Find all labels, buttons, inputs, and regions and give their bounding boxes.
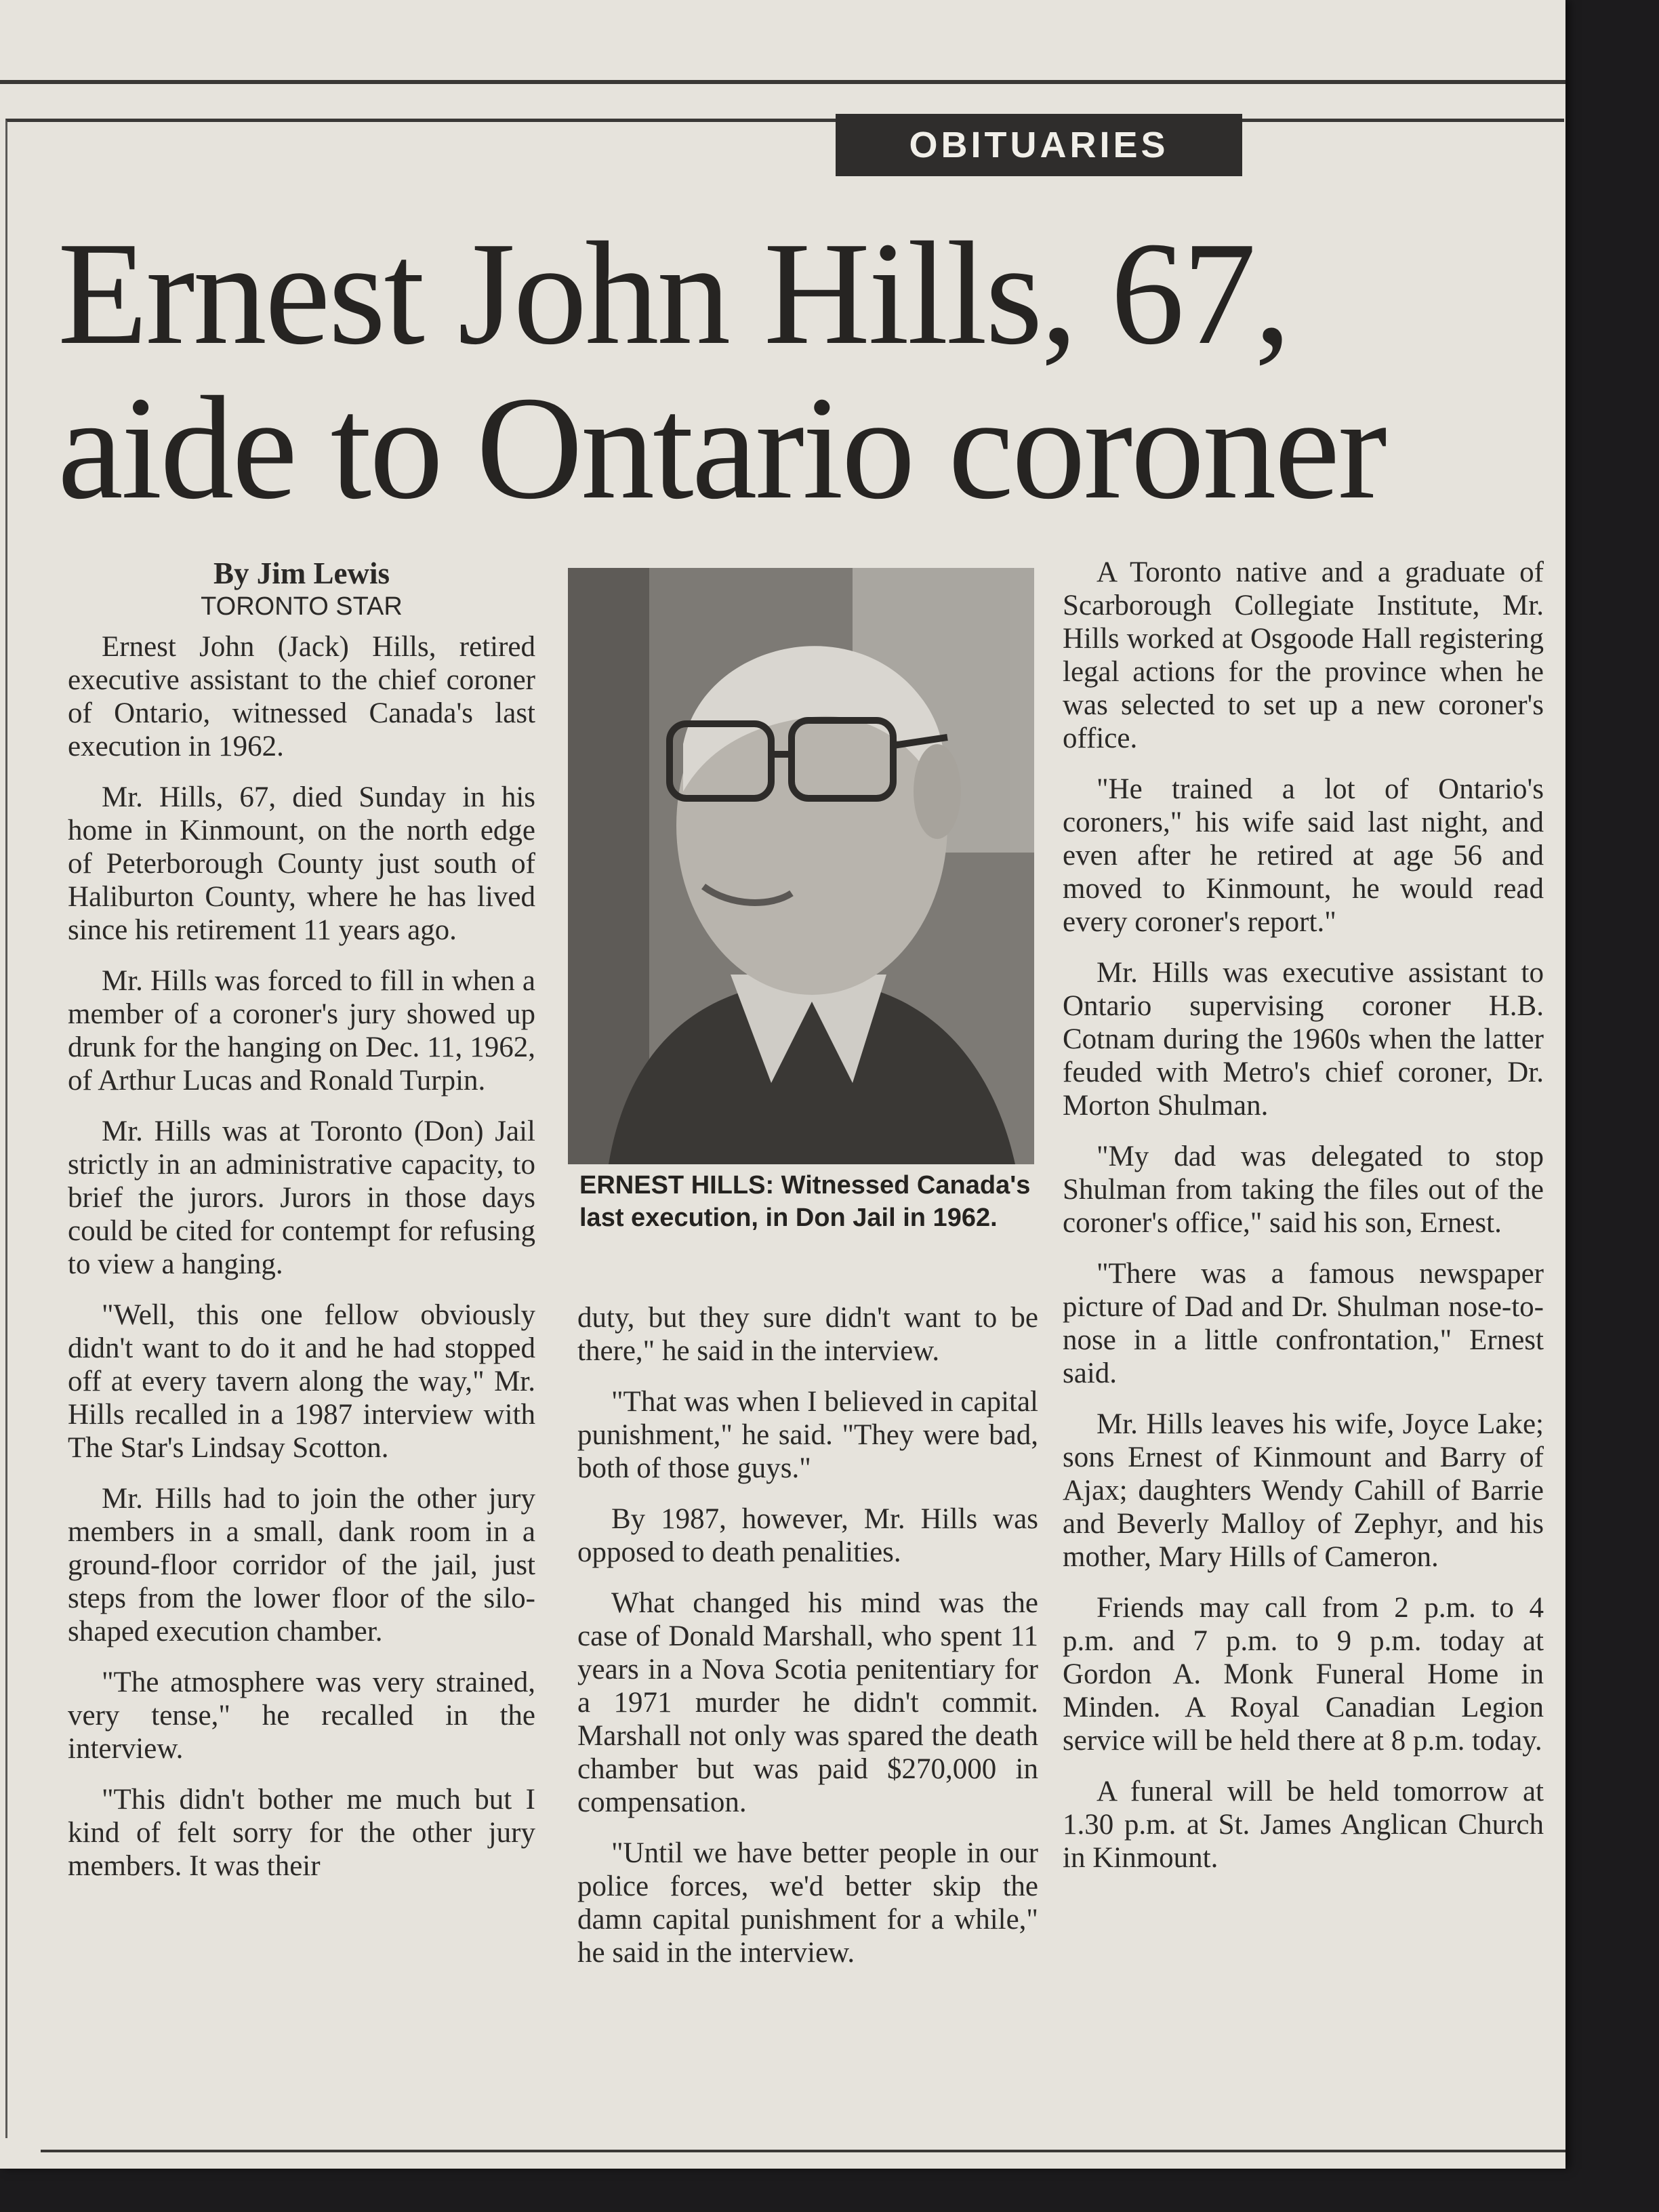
paragraph: "My dad was delegated to stop Shulman from taking the files out of the coroner's office," said his son, Ernest. — [1063, 1141, 1544, 1239]
headline-line-2: aide to Ontario coroner — [58, 367, 1385, 530]
paragraph: "He trained a lot of Ontario's coroners," his wife said last night, and even after he retired at age 56 and moved to Kinmount, he would read every coroner's report." — [1063, 773, 1544, 938]
bottom-rule — [41, 2150, 1565, 2152]
paragraph: Ernest John (Jack) Hills, retired executive assistant to the chief coroner of Ontario, witnessed Canada's last execution in 1962. — [68, 631, 535, 762]
top-rule — [0, 80, 1565, 84]
paragraph: Mr. Hills, 67, died Sunday in his home in Kinmount, on the north edge of Peterborough County just south of Haliburton County, where he has lived since his retirement 11 years ago. — [68, 781, 535, 946]
photo-caption: ERNEST HILLS: Witnessed Canada's last execution, in Don Jail in 1962. — [579, 1171, 1031, 1232]
section-label: OBITUARIES — [836, 114, 1242, 176]
headline — [58, 212, 1569, 530]
paragraph: "Until we have better people in our police forces, we'd better skip the damn capital punishment for a while," he said in the interview. — [577, 1837, 1038, 1969]
paragraph: What changed his mind was the case of Donald Marshall, who spent 11 years in a Nova Scotia penitentiary for a 1971 murder he didn't commit. Marshall not only was spared the death chamber but was paid $270,000 in compensation. — [577, 1587, 1038, 1818]
paragraph: A funeral will be held tomorrow at 1.30 p.m. at St. James Anglican Church in Kinmount. — [1063, 1776, 1544, 1874]
paragraph: By 1987, however, Mr. Hills was opposed to death penalities. — [577, 1503, 1038, 1568]
portrait-illustration — [568, 568, 1034, 1164]
byline-publication: TORONTO STAR — [201, 592, 403, 621]
paragraph: Mr. Hills leaves his wife, Joyce Lake; sons Ernest of Kinmount and Barry of Ajax; daughters Wendy Cahill of Barrie and Beverly Malloy of Zephyr, and his mother, Mary Hills of Cameron. — [1063, 1408, 1544, 1573]
paragraph: "Well, this one fellow obviously didn't want to do it and he had stopped off at every tavern along the way," Mr. Hills recalled in a 1987 interview with The Star's Lindsay Scotton. — [68, 1299, 535, 1464]
paragraph: "This didn't bother me much but I kind of felt sorry for the other jury members. It was their — [68, 1784, 535, 1882]
paragraph: duty, but they sure didn't want to be there," he said in the interview. — [577, 1302, 1038, 1367]
byline-author: By Jim Lewis — [213, 556, 390, 590]
paragraph: Mr. Hills was forced to fill in when a member of a coroner's jury showed up drunk for the hanging on Dec. 11, 1962, of Arthur Lucas and Ronald Turpin. — [68, 965, 535, 1097]
paragraph: Friends may call from 2 p.m. to 4 p.m. and 7 p.m. to 9 p.m. today at Gordon A. Monk Funeral Home in Minden. A Royal Canadian Legion service will be held there at 8 p.m. today. — [1063, 1592, 1544, 1757]
paragraph: Mr. Hills had to join the other jury members in a small, dank room in a ground-floor corridor of the jail, just steps from the lower floor of the silo-shaped execution chamber. — [68, 1483, 535, 1647]
byline — [68, 556, 535, 622]
paragraph: Mr. Hills was executive assistant to Ontario supervising coroner H.B. Cotnam during the 1960s when the latter feuded with Metro's chief coroner, Dr. Morton Shulman. — [1063, 957, 1544, 1122]
paragraph: "There was a famous newspaper picture of Dad and Dr. Shulman nose-to-nose in a little confrontation," Ernest said. — [1063, 1258, 1544, 1389]
paragraph: A Toronto native and a graduate of Scarborough Collegiate Institute, Mr. Hills worked at Osgoode Hall registering legal actions for the province when he was selected to set up a new coroner's office. — [1063, 556, 1544, 754]
paragraph: "The atmosphere was very strained, very tense," he recalled in the interview. — [68, 1666, 535, 1765]
article-column-2 — [577, 1301, 1038, 1987]
portrait-photo — [568, 568, 1034, 1164]
paragraph: Mr. Hills was at Toronto (Don) Jail strictly in an administrative capacity, to brief the jurors. Jurors in those days could be cited for contempt for refusing to view a hanging. — [68, 1115, 535, 1280]
headline-line-1: Ernest John Hills, 67, — [58, 212, 1290, 375]
article-column-1 — [68, 556, 535, 1900]
paragraph: "That was when I believed in capital punishment," he said. "They were bad, both of those guys." — [577, 1386, 1038, 1484]
article-column-3 — [1063, 556, 1544, 1892]
